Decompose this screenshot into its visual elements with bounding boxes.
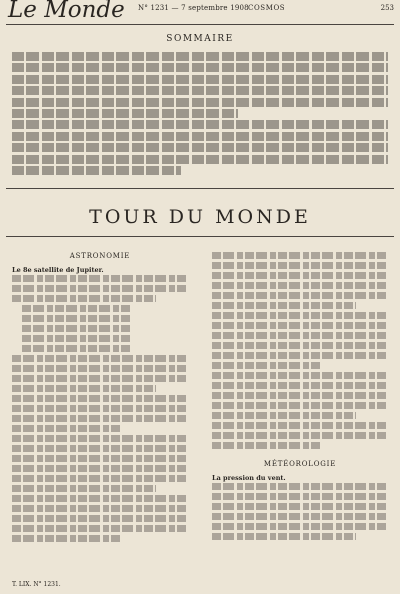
- summary-line: [12, 155, 388, 164]
- column-heading: MÉTÉOROLOGIE: [263, 460, 337, 468]
- text-line: [212, 352, 388, 359]
- text-line: [212, 342, 388, 349]
- text-line: [22, 325, 131, 332]
- header-rule: [6, 24, 394, 25]
- text-line: [22, 345, 131, 352]
- text-line: [212, 493, 388, 500]
- text-line: [212, 422, 388, 429]
- text-line: [212, 483, 388, 490]
- text-line: [12, 365, 188, 372]
- text-line: [212, 513, 388, 520]
- text-line: [212, 432, 388, 439]
- text-line: [12, 285, 188, 292]
- journal-name: COSMOS: [248, 4, 286, 12]
- text-line: [12, 435, 188, 442]
- spacer: [212, 452, 388, 460]
- summary-line: [12, 143, 388, 152]
- text-line: [212, 402, 388, 409]
- text-line: [12, 395, 188, 402]
- text-line: [22, 315, 131, 322]
- text-line: [212, 272, 388, 279]
- text-line: [12, 295, 156, 302]
- text-line: [212, 322, 388, 329]
- page-header: [0, 0, 400, 24]
- text-line: [12, 425, 121, 432]
- text-line: [212, 442, 321, 449]
- summary-line: [12, 132, 388, 141]
- left-column: [12, 252, 188, 545]
- text-line: [12, 415, 188, 422]
- article-title: La pression du vent.: [212, 474, 286, 482]
- text-line: [22, 335, 131, 342]
- text-line: [212, 302, 356, 309]
- text-line: [212, 362, 321, 369]
- summary-line: [12, 120, 388, 129]
- issue-line: N° 1231 — 7 septembre 1908: [138, 4, 249, 12]
- text-line: [12, 485, 156, 492]
- column-heading: ASTRONOMIE: [69, 252, 131, 260]
- text-line: [12, 475, 188, 482]
- summary-rule: [6, 188, 394, 189]
- summary-line: [12, 98, 388, 107]
- section-title: TOUR DU MONDE: [89, 206, 311, 228]
- text-line: [12, 375, 188, 382]
- text-line: [212, 523, 388, 530]
- text-line: [212, 282, 388, 289]
- text-line: [12, 515, 188, 522]
- summary-line: [12, 52, 388, 61]
- sommaire-title: SOMMAIRE: [166, 34, 234, 44]
- text-line: [12, 465, 188, 472]
- text-line: [212, 392, 388, 399]
- summary-line: [12, 86, 388, 95]
- summary-block: [12, 52, 388, 182]
- text-line: [212, 332, 388, 339]
- summary-line: [12, 75, 388, 84]
- text-line: [12, 445, 188, 452]
- text-line: [12, 495, 188, 502]
- right-column: [212, 252, 388, 543]
- text-line: [212, 262, 388, 269]
- summary-line: [12, 109, 238, 118]
- text-line: [212, 292, 388, 299]
- masthead-script: Le Monde: [8, 0, 125, 23]
- text-line: [212, 533, 356, 540]
- text-line: [212, 312, 388, 319]
- text-line: [212, 412, 356, 419]
- text-line: [12, 275, 188, 282]
- text-line: [22, 305, 131, 312]
- text-line: [12, 385, 156, 392]
- text-line: [12, 455, 188, 462]
- summary-line: [12, 63, 388, 72]
- article-title: Le 8e satellite de Jupiter.: [12, 266, 104, 274]
- section-rule: [6, 236, 394, 237]
- page-number: 253: [380, 4, 394, 12]
- text-line: [212, 382, 388, 389]
- text-line: [12, 505, 188, 512]
- text-line: [12, 525, 188, 532]
- text-line: [12, 405, 188, 412]
- summary-line: [12, 166, 181, 175]
- text-line: [212, 372, 388, 379]
- text-line: [212, 503, 388, 510]
- text-line: [12, 535, 121, 542]
- footer-volume: T. LIX. N° 1231.: [12, 581, 61, 588]
- text-line: [12, 355, 188, 362]
- text-line: [212, 252, 388, 259]
